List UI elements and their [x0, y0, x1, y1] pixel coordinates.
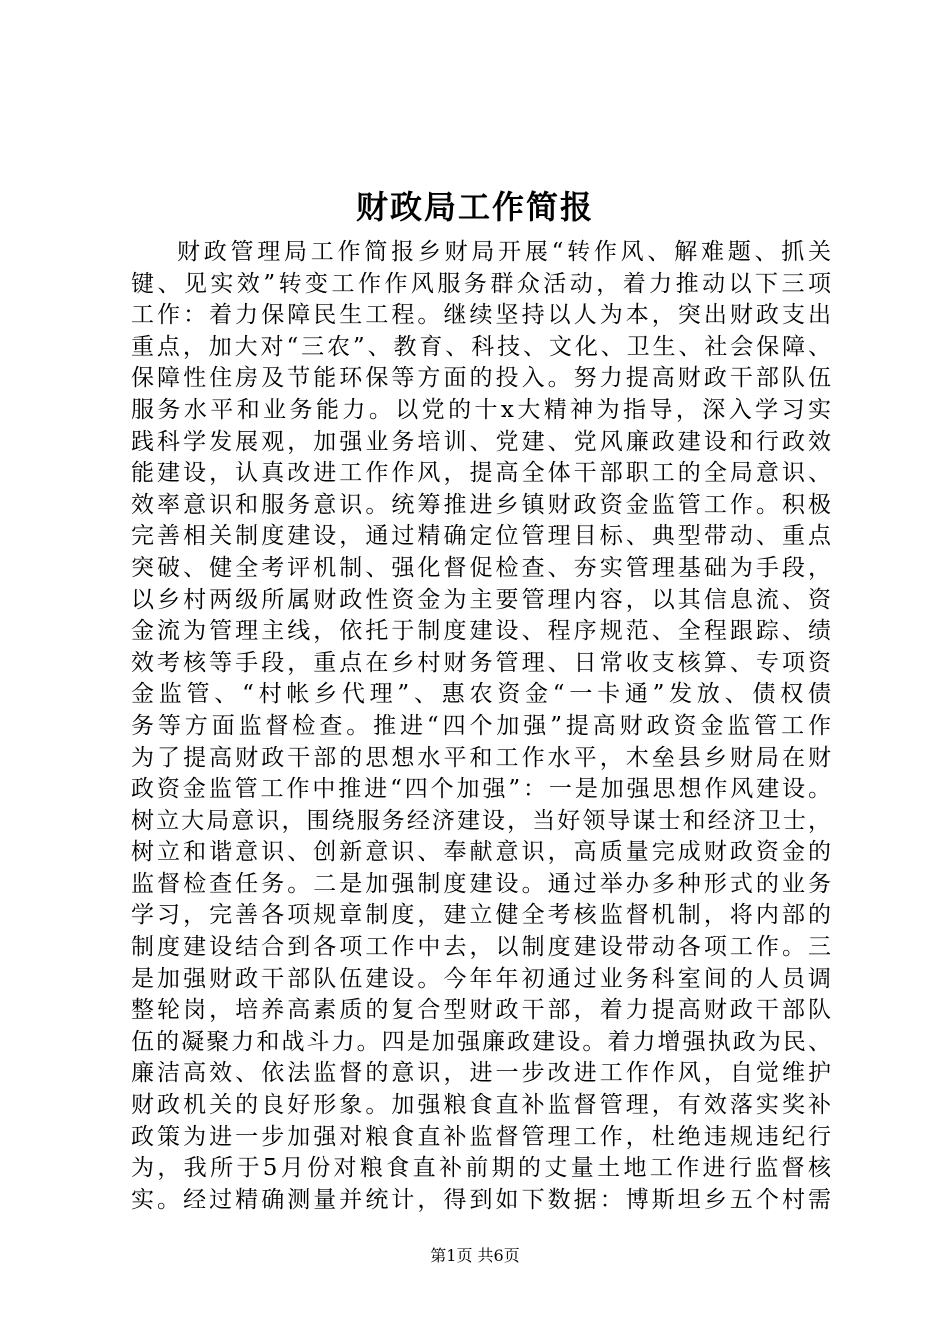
body-line: 突破、健全考评机制、强化督促检查、夯实管理基础为手段， [131, 554, 831, 581]
body-line: 树立大局意识，围绕服务经济建设，当好领导谋士和经济卫士， [131, 807, 831, 834]
body-line: 伍的凝聚力和战斗力。四是加强廉政建设。着力增强执政为民、 [131, 1028, 831, 1055]
body-line: 金监管、“村帐乡代理”、惠农资金“一卡通”发放、债权债 [131, 681, 831, 708]
body-line: 实。经过精确测量并统计，得到如下数据：博斯坦乡五个村需 [131, 1186, 831, 1213]
body-line: 以乡村两级所属财政性资金为主要管理内容，以其信息流、资 [131, 586, 831, 613]
body-line: 能建设，认真改进工作作风，提高全体干部职工的全局意识、 [131, 460, 831, 487]
body-line: 整轮岗，培养高素质的复合型财政干部，着力提高财政干部队 [131, 997, 831, 1024]
body-line: 制度建设结合到各项工作中去，以制度建设带动各项工作。三 [131, 934, 831, 961]
body-line: 保障性住房及节能环保等方面的投入。努力提高财政干部队伍 [131, 365, 831, 392]
body-line: 效考核等手段，重点在乡村财务管理、日常收支核算、专项资 [131, 649, 831, 676]
body-line: 为了提高财政干部的思想水平和工作水平，木垒县乡财局在财 [131, 744, 831, 771]
body-line: 是加强财政干部队伍建设。今年年初通过业务科室间的人员调 [131, 965, 831, 992]
body-line: 树立和谐意识、创新意识、奉献意识，高质量完成财政资金的 [131, 839, 831, 866]
body-line: 键、见实效”转变工作作风服务群众活动，着力推动以下三项 [131, 270, 831, 297]
body-line: 政资金监管工作中推进“四个加强”：一是加强思想作风建设。 [131, 776, 831, 803]
body-line: 务等方面监督检查。推进“四个加强”提高财政资金监管工作 [131, 712, 831, 739]
body-line: 学习，完善各项规章制度，建立健全考核监督机制，将内部的 [131, 902, 831, 929]
body-line: 重点，加大对“三农”、教育、科技、文化、卫生、社会保障、 [131, 333, 831, 360]
body-line: 效率意识和服务意识。统筹推进乡镇财政资金监管工作。积极 [131, 491, 831, 518]
body-line: 廉洁高效、依法监督的意识，进一步改进工作作风，自觉维护 [131, 1060, 831, 1087]
body-line: 为，我所于5月份对粮食直补前期的丈量土地工作进行监督核 [131, 1155, 831, 1182]
body-line: 践科学发展观，加强业务培训、党建、党风廉政建设和行政效 [131, 428, 831, 455]
body-line: 工作：着力保障民生工程。继续坚持以人为本，突出财政支出 [131, 302, 831, 329]
document-title: 财政局工作简报 [355, 188, 594, 226]
body-line: 服务水平和业务能力。以党的十x大精神为指导，深入学习实 [131, 396, 831, 423]
page-footer: 第1页 共6页 [430, 1246, 520, 1265]
body-line: 完善相关制度建设，通过精确定位管理目标、典型带动、重点 [131, 523, 831, 550]
body-line: 财政机关的良好形象。加强粮食直补监督管理，有效落实奖补 [131, 1092, 831, 1119]
body-line: 政策为进一步加强对粮食直补监督管理工作，杜绝违规违纪行 [131, 1123, 831, 1150]
body-line: 金流为管理主线，依托于制度建设、程序规范、全程跟踪、绩 [131, 618, 831, 645]
body-line: 监督检查任务。二是加强制度建设。通过举办多种形式的业务 [131, 870, 831, 897]
body-paragraph [131, 237, 831, 1216]
body-line: 财政管理局工作简报乡财局开展“转作风、解难题、抓关 [177, 239, 831, 265]
